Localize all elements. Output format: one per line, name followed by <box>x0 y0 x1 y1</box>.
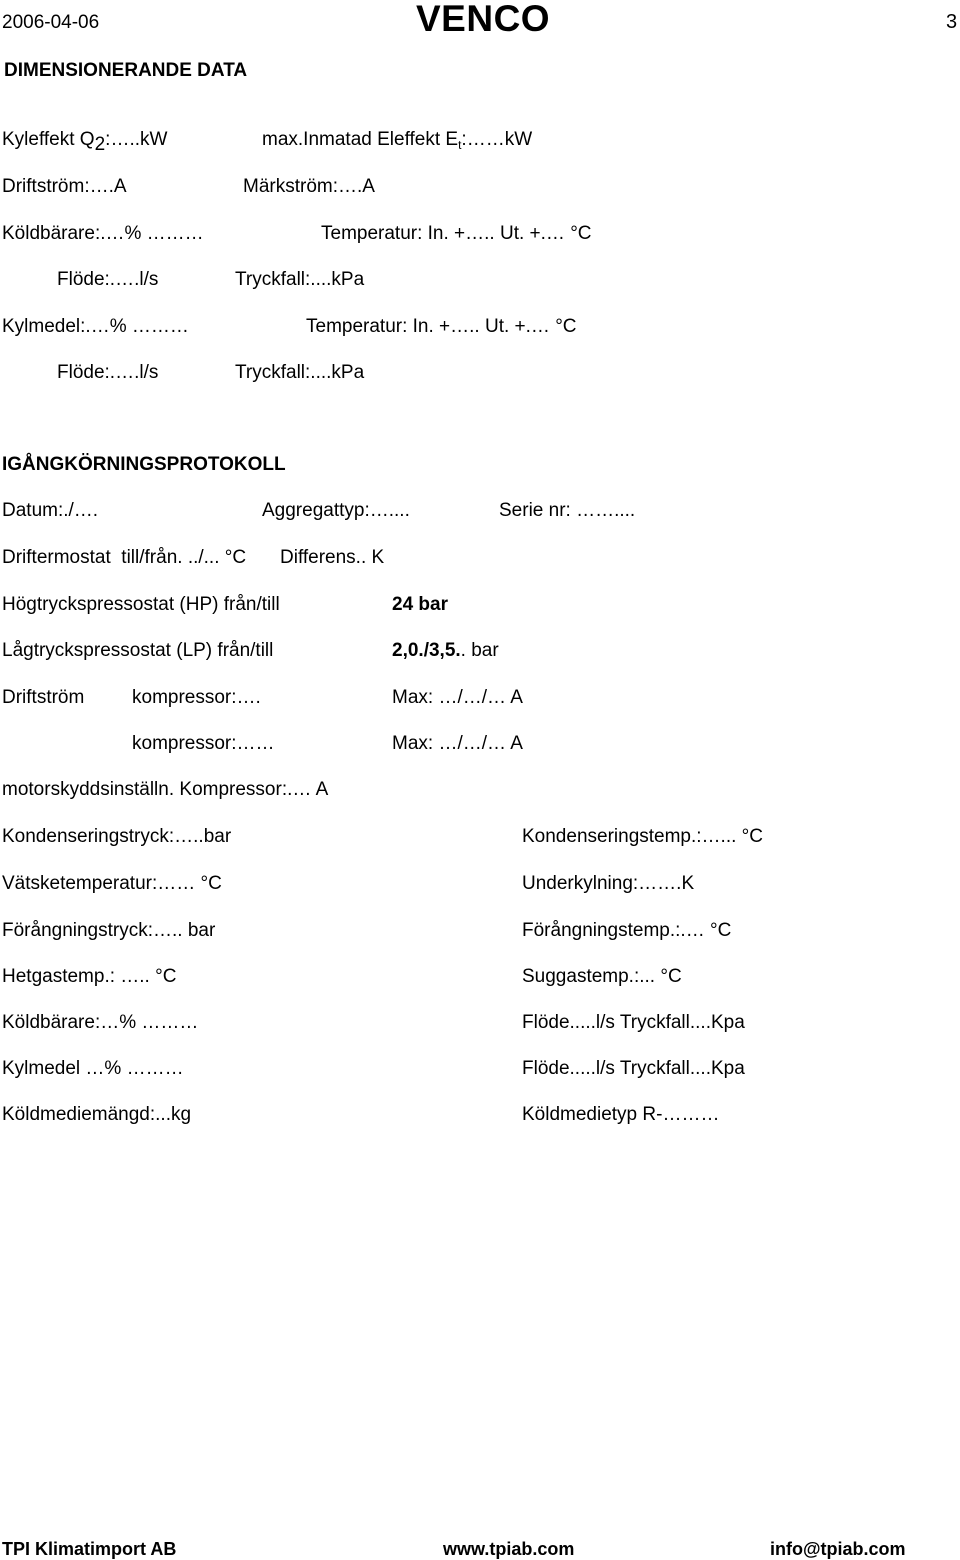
lp-pressostat-unit: . bar <box>460 640 499 661</box>
eleffekt-field <box>262 129 533 152</box>
koldbarare-field: Köldbärare:.…% ……… <box>2 223 204 244</box>
eleffekt-subscript: t <box>458 138 462 152</box>
kylmedel-tryckfall-field: Tryckfall:....kPa <box>235 362 365 383</box>
footer-website-link[interactable]: www.tpiab.com <box>443 1539 575 1559</box>
forangningstemp-field: Förångningstemp.:.… °C <box>522 920 732 941</box>
hp-pressostat-label: Högtryckspressostat (HP) från/till <box>2 594 280 615</box>
header-date: 2006-04-06 <box>2 12 100 33</box>
suggastemp-field: Suggastemp.:... °C <box>522 966 682 987</box>
kylmedel-temperature-field: Temperatur: In. +….. Ut. +.… °C <box>306 316 577 337</box>
section-heading-dimensionerande: DIMENSIONERANDE DATA <box>4 60 248 81</box>
lp-pressostat-label: Lågtryckspressostat (LP) från/till <box>2 640 274 661</box>
koldbarare-temperature-field: Temperatur: In. +….. Ut. +.… °C <box>321 223 592 244</box>
koldbarare-tryckfall-field: Tryckfall:....kPa <box>235 269 365 290</box>
motorskydd-field: motorskyddsinställn. Kompressor:.… A <box>2 779 329 800</box>
driftstrom-field: Driftström:….A <box>2 176 127 197</box>
venco-logo: VENCO <box>416 0 551 39</box>
lp-pressostat-value: 2,0./3,5. <box>392 640 461 661</box>
koldmedietyp-field: Köldmedietyp R-……… <box>522 1104 720 1125</box>
section-heading-protokoll: IGÅNGKÖRNINGSPROTOKOLL <box>2 454 286 475</box>
kylmedel-flode-tryckfall-field: Flöde.....l/s Tryckfall....Kpa <box>522 1058 745 1079</box>
kyleffekt-subscript: 2 <box>94 134 106 155</box>
kylmedel-flode-field: Flöde:.….l/s <box>57 362 159 383</box>
koldmediemangd-field: Köldmediemängd:...kg <box>2 1104 192 1125</box>
eleffekt-value: :……kW <box>461 129 533 150</box>
driftstrom-label: Driftström <box>2 687 85 708</box>
underkylning-field: Underkylning:…….K <box>522 873 695 894</box>
kyleffekt-value: :…..kW <box>105 129 168 150</box>
kompressor-2-field: kompressor:…… <box>132 733 275 754</box>
koldbarare-reading-field: Köldbärare:…% ……… <box>2 1012 199 1033</box>
driftermostat-field: Driftermostat till/från. ../... °C <box>2 547 247 568</box>
kompressor-1-field: kompressor:…. <box>132 687 261 708</box>
kyleffekt-label: Kyleffekt Q <box>2 129 95 150</box>
markstrom-field: Märkström:….A <box>243 176 375 197</box>
vatsketemperatur-field: Vätsketemperatur:…… °C <box>2 873 222 894</box>
hp-pressostat-value: 24 bar <box>392 594 448 615</box>
footer-company: TPI Klimatimport AB <box>2 1539 177 1559</box>
eleffekt-label: max.Inmatad Eleffekt E <box>262 129 459 150</box>
footer-email-link[interactable]: info@tpiab.com <box>770 1539 906 1559</box>
forangningstryck-field: Förångningstryck:….. bar <box>2 920 216 941</box>
differens-field: Differens.. K <box>280 547 385 568</box>
kompressor-2-max-field: Max: …/…/… A <box>392 733 523 754</box>
kylmedel-reading-field: Kylmedel …% ……… <box>2 1058 184 1079</box>
koldbarare-flode-tryckfall-field: Flöde.....l/s Tryckfall....Kpa <box>522 1012 745 1033</box>
page-number: 3 <box>946 11 958 33</box>
hetgastemp-field: Hetgastemp.: ….. °C <box>2 966 177 987</box>
datum-field: Datum:./…. <box>2 500 99 521</box>
serienr-field: Serie nr: …….... <box>499 500 636 521</box>
kylmedel-field: Kylmedel:.…% ……… <box>2 316 189 337</box>
kyleffekt-field <box>2 129 168 155</box>
lp-pressostat-value-row <box>392 641 499 660</box>
kompressor-1-max-field: Max: …/…/… A <box>392 687 523 708</box>
koldbarare-flode-field: Flöde:.….l/s <box>57 269 159 290</box>
kondenseringstemp-field: Kondenseringstemp.:…... °C <box>522 826 763 847</box>
aggregattyp-field: Aggregattyp:….... <box>262 500 410 521</box>
kondenseringstryck-field: Kondenseringstryck:…..bar <box>2 826 232 847</box>
